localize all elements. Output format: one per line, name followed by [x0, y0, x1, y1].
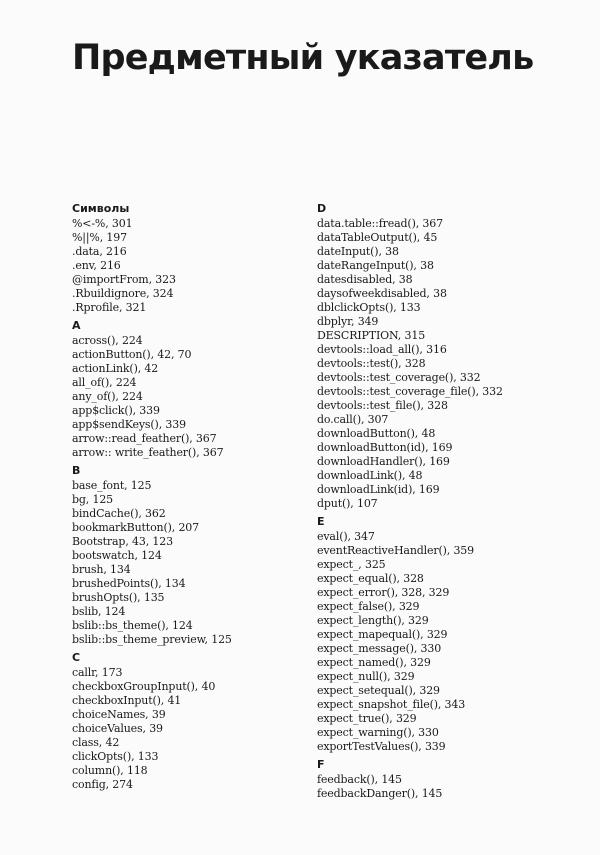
index-entry: checkboxGroupInput(), 40 — [72, 680, 216, 693]
index-entry: dateRangeInput(), 38 — [317, 259, 434, 272]
index-entry: expect_error(), 328, 329 — [317, 586, 450, 599]
index-entry: downloadButton(id), 169 — [317, 441, 453, 454]
index-entry: downloadLink(), 48 — [317, 469, 423, 482]
index-entry: choiceNames, 39 — [72, 708, 166, 721]
index-entry: clickOpts(), 133 — [72, 750, 159, 763]
index-entry: all_of(), 224 — [72, 376, 137, 389]
index-entry: bslib::bs_theme(), 124 — [72, 619, 193, 632]
section-letter: A — [72, 319, 81, 332]
section-letter: B — [72, 464, 81, 477]
index-entry: expect_mapequal(), 329 — [317, 628, 448, 641]
index-column-right — [317, 202, 577, 801]
index-entry: expect_named(), 329 — [317, 656, 431, 669]
index-entry: expect_snapshot_file(), 343 — [317, 698, 466, 711]
index-section — [72, 319, 312, 460]
index-entry: brushOpts(), 135 — [72, 591, 165, 604]
index-entry: actionLink(), 42 — [72, 362, 159, 375]
index-entry: downloadButton(), 48 — [317, 427, 436, 440]
index-entry: .data, 216 — [72, 245, 127, 258]
index-entry: bindCache(), 362 — [72, 507, 166, 520]
index-section — [72, 202, 312, 315]
index-entry: callr, 173 — [72, 666, 123, 679]
index-entry: base_font, 125 — [72, 479, 152, 492]
index-entry: feedbackDanger(), 145 — [317, 787, 443, 800]
index-entry: exportTestValues(), 339 — [317, 740, 446, 753]
index-column-left — [72, 202, 312, 792]
index-entry: devtools::test_coverage(), 332 — [317, 371, 481, 384]
index-entry: downloadHandler(), 169 — [317, 455, 450, 468]
index-entry: actionButton(), 42, 70 — [72, 348, 192, 361]
index-entry: expect_equal(), 328 — [317, 572, 424, 585]
index-entry: class, 42 — [72, 736, 120, 749]
index-entry: .Rprofile, 321 — [72, 301, 147, 314]
index-section — [72, 651, 312, 792]
index-entry: data.table::fread(), 367 — [317, 217, 443, 230]
index-entry: expect_setequal(), 329 — [317, 684, 440, 697]
section-letter: E — [317, 515, 325, 528]
index-entry: feedback(), 145 — [317, 773, 402, 786]
index-entry: DESCRIPTION, 315 — [317, 329, 426, 342]
index-entry: bookmarkButton(), 207 — [72, 521, 200, 534]
index-section — [317, 758, 577, 801]
index-entry: expect_false(), 329 — [317, 600, 420, 613]
index-entry: config, 274 — [72, 778, 133, 791]
section-letter: D — [317, 202, 327, 215]
index-entry: bootswatch, 124 — [72, 549, 162, 562]
index-entry: bg, 125 — [72, 493, 114, 506]
index-entry: any_of(), 224 — [72, 390, 143, 403]
index-entry: downloadLink(id), 169 — [317, 483, 440, 496]
index-entry: bslib, 124 — [72, 605, 126, 618]
index-entry: app$click(), 339 — [72, 404, 160, 417]
index-entry: app$sendKeys(), 339 — [72, 418, 186, 431]
index-entry: datesdisabled, 38 — [317, 273, 413, 286]
index-entry: arrow:: write_feather(), 367 — [72, 446, 224, 459]
section-letter: C — [72, 651, 81, 664]
index-entry: dput(), 107 — [317, 497, 378, 510]
index-entry: across(), 224 — [72, 334, 143, 347]
index-entry: dbplyr, 349 — [317, 315, 379, 328]
index-entry: eval(), 347 — [317, 530, 375, 543]
index-entry: daysofweekdisabled, 38 — [317, 287, 447, 300]
index-section — [317, 202, 577, 511]
index-entry: .Rbuildignore, 324 — [72, 287, 174, 300]
index-entry: brushedPoints(), 134 — [72, 577, 186, 590]
index-section — [317, 515, 577, 754]
index-entry: %||%, 197 — [72, 231, 127, 244]
index-entry: expect_true(), 329 — [317, 712, 417, 725]
index-entry: devtools::load_all(), 316 — [317, 343, 447, 356]
index-entry: column(), 118 — [72, 764, 148, 777]
index-entry: @importFrom, 323 — [72, 273, 176, 286]
index-entry: .env, 216 — [72, 259, 121, 272]
index-entry: devtools::test_file(), 328 — [317, 399, 448, 412]
index-entry: dateInput(), 38 — [317, 245, 399, 258]
index-entry: expect_warning(), 330 — [317, 726, 439, 739]
index-entry: devtools::test(), 328 — [317, 357, 426, 370]
index-entry: do.call(), 307 — [317, 413, 389, 426]
index-entry: expect_message(), 330 — [317, 642, 442, 655]
index-entry: expect_null(), 329 — [317, 670, 415, 683]
index-entry: devtools::test_coverage_file(), 332 — [317, 385, 503, 398]
page-title: Предметный указатель — [72, 38, 534, 78]
index-entry: eventReactiveHandler(), 359 — [317, 544, 474, 557]
index-section — [72, 464, 312, 647]
section-letter: Символы — [72, 202, 130, 215]
index-entry: brush, 134 — [72, 563, 131, 576]
index-entry: checkboxInput(), 41 — [72, 694, 182, 707]
index-entry: choiceValues, 39 — [72, 722, 163, 735]
index-entry: Bootstrap, 43, 123 — [72, 535, 173, 548]
section-letter: F — [317, 758, 325, 771]
index-entry: arrow::read_feather(), 367 — [72, 432, 217, 445]
index-entry: expect_length(), 329 — [317, 614, 429, 627]
index-entry: dataTableOutput(), 45 — [317, 231, 438, 244]
index-entry: %<-%, 301 — [72, 217, 133, 230]
index-entry: expect_, 325 — [317, 558, 386, 571]
index-entry: bslib::bs_theme_preview, 125 — [72, 633, 232, 646]
index-entry: dblclickOpts(), 133 — [317, 301, 421, 314]
